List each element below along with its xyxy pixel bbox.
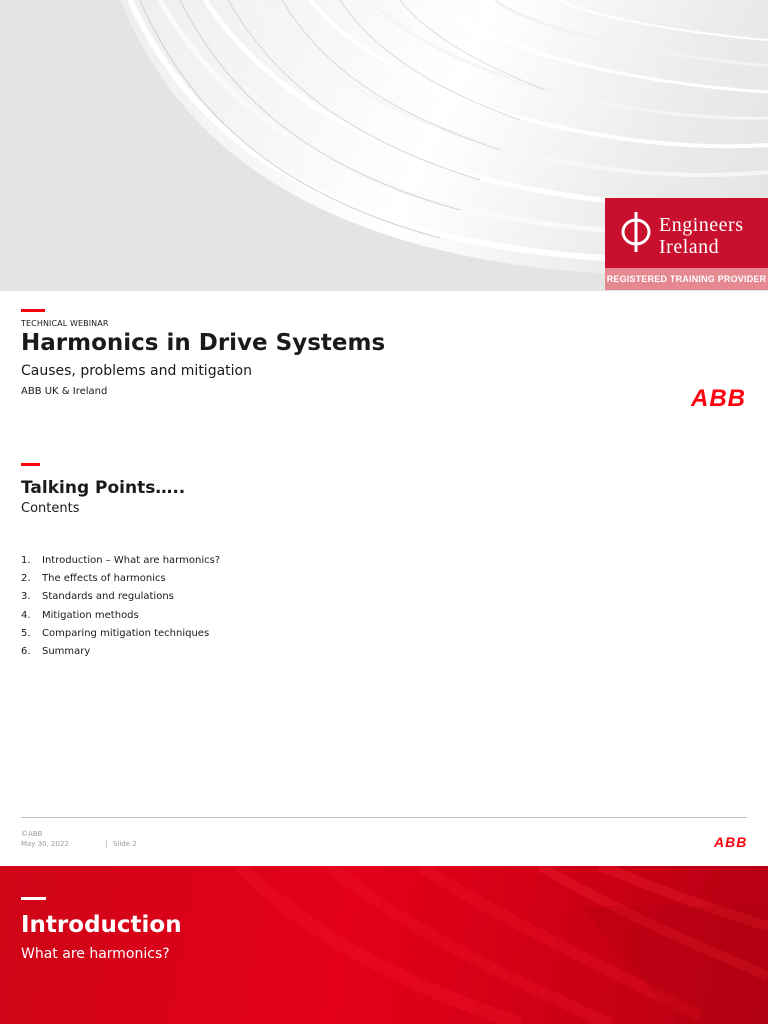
item-label: Mitigation methods (42, 609, 139, 621)
presentation-subtitle: Causes, problems and mitigation (21, 363, 252, 379)
item-label: Introduction – What are harmonics? (42, 555, 221, 566)
section-divider-slide (0, 866, 768, 1024)
item-number: 6. (21, 645, 31, 657)
list-item (21, 553, 220, 571)
contents-list (21, 553, 220, 662)
list-item (21, 589, 220, 607)
section-subtitle: What are harmonics? (21, 946, 170, 962)
list-item (21, 608, 220, 626)
presentation-title: Harmonics in Drive Systems (21, 330, 386, 356)
ei-name-line1: Engineers (659, 214, 744, 236)
kicker-label: TECHNICAL WEBINAR (21, 319, 109, 328)
engineers-ireland-logo (605, 198, 768, 268)
item-label: Comparing mitigation techniques (42, 627, 210, 639)
item-number: 3. (21, 591, 31, 603)
ei-name-line2: Ireland (659, 236, 720, 258)
engineers-ireland-phi-icon (619, 210, 653, 254)
item-number: 2. (21, 573, 31, 585)
list-item (21, 626, 220, 644)
footer-copyright: ©ABB (21, 830, 43, 838)
item-label: Summary (42, 645, 91, 657)
list-item (21, 644, 220, 662)
footer-slide-number: Slide 2 (113, 840, 137, 848)
footer-divider (21, 817, 747, 818)
contents-subtitle: Contents (21, 501, 80, 516)
abb-logo-footer: ABB (714, 834, 748, 850)
accent-dash (21, 463, 40, 466)
organization-label: ABB UK & Ireland (21, 386, 108, 397)
item-number: 4. (21, 609, 31, 621)
accent-dash (21, 897, 46, 900)
abb-logo: ABB (691, 385, 746, 412)
footer-date: May 30, 2022 (21, 840, 69, 848)
footer-separator: | (105, 840, 108, 848)
list-item (21, 571, 220, 589)
ei-caption: REGISTERED TRAINING PROVIDER 2022 (605, 268, 768, 290)
background-curves-graphic (0, 866, 768, 1024)
engineers-ireland-name (659, 214, 743, 258)
item-number: 5. (21, 627, 31, 639)
item-number: 1. (21, 555, 31, 566)
contents-title: Talking Points….. (21, 478, 186, 498)
section-title: Introduction (21, 912, 182, 938)
engineers-ireland-badge (605, 198, 768, 306)
item-label: The effects of harmonics (42, 573, 166, 585)
item-label: Standards and regulations (42, 591, 174, 603)
accent-dash (21, 309, 45, 312)
